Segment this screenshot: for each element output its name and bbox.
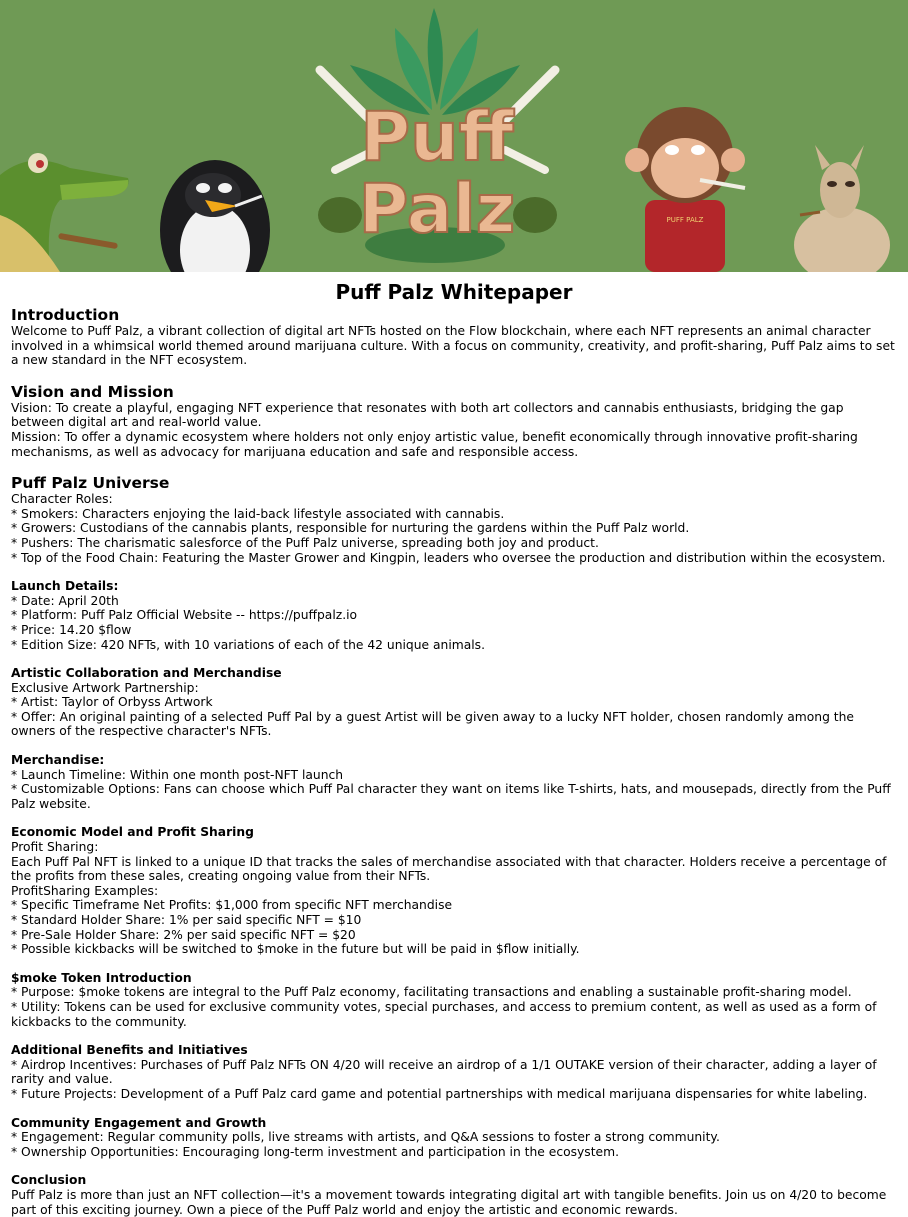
list-item: * Offer: An original painting of a selected Puff Pal by a guest Artist will be given away to a lucky NFT holder, chosen randomly among the owners of the respective character's NFTs. xyxy=(11,709,854,739)
list-item: * Growers: Custodians of the cannabis plants, responsible for nurturing the gardens within the Puff Palz world. xyxy=(11,521,690,536)
list-item: * Engagement: Regular community polls, live streams with artists, and Q&A sessions to foster a strong community. xyxy=(11,1130,720,1145)
subsection-label: Exclusive Artwork Partnership: xyxy=(11,680,199,695)
subsection-heading: Conclusion xyxy=(11,1173,87,1188)
banner-illustration xyxy=(0,0,908,272)
header-banner xyxy=(0,0,908,272)
mission-text: Mission: To offer a dynamic ecosystem where holders not only enjoy artistic value, benefit economically through innovative profit-sharing mechanisms, as well as advocacy for marijuana education and safe and responsible access. xyxy=(11,429,858,459)
section-introduction xyxy=(11,307,897,368)
list-item: * Top of the Food Chain: Featuring the Master Grower and Kingpin, leaders who oversee the production and distribution within the ecosystem. xyxy=(11,550,886,565)
section-heading: Introduction xyxy=(11,306,120,324)
list-item: * Possible kickbacks will be switched to $moke in the future but will be paid in $flow initially. xyxy=(11,942,580,957)
section-benefits xyxy=(11,1043,897,1101)
subsection-heading: Economic Model and Profit Sharing xyxy=(11,825,254,840)
roles-label: Character Roles: xyxy=(11,492,113,507)
list-item: * Platform: Puff Palz Official Website -- https://puffpalz.io xyxy=(11,608,358,623)
list-item: * Utility: Tokens can be used for exclusive community votes, special purchases, and access to premium content, as well as used as a form of kickbacks to the community. xyxy=(11,999,877,1029)
whitepaper-document xyxy=(0,272,908,1217)
subsection-heading: Launch Details: xyxy=(11,579,119,594)
section-universe xyxy=(11,475,897,565)
list-item: * Smokers: Characters enjoying the laid-back lifestyle associated with cannabis. xyxy=(11,506,505,521)
page-title: Puff Palz Whitepaper xyxy=(335,280,573,304)
list-item: * Pushers: The charismatic salesforce of the Puff Palz universe, spreading both joy and product. xyxy=(11,535,599,550)
list-item: * Pre-Sale Holder Share: 2% per said specific NFT = $20 xyxy=(11,927,356,942)
list-item: * Price: 14.20 $flow xyxy=(11,622,132,637)
list-item: * Edition Size: 420 NFTs, with 10 variations of each of the 42 unique animals. xyxy=(11,637,485,652)
list-item: * Future Projects: Development of a Puff Palz card game and potential partnerships with medical marijuana dispensaries for white labeling. xyxy=(11,1086,868,1101)
subsection-heading: Community Engagement and Growth xyxy=(11,1115,267,1130)
logo-text-line2: Palz xyxy=(358,170,516,249)
section-heading: Vision and Mission xyxy=(11,382,174,401)
list-item: * Airdrop Incentives: Purchases of Puff Palz NFTs ON 4/20 will receive an airdrop of a 1/1 OUTAKE version of their character, adding a layer of rarity and value. xyxy=(11,1057,877,1087)
list-item: * Customizable Options: Fans can choose which Puff Pal character they want on items like T-shirts, hats, and mousepads, directly from the Puff Palz website. xyxy=(11,782,891,811)
section-body: Each Puff Pal NFT is linked to a unique ID that tracks the sales of merchandise associated with that character. Holders receive a percentage of the profits from these sales, creating ongoing value from their NFTs. xyxy=(11,854,887,884)
section-body: Welcome to Puff Palz, a vibrant collection of digital art NFTs hosted on the Flow blockchain, where each NFT represents an animal character involved in a whimsical world themed around marijuana culture. With a focus on community, creativity, and profit-sharing, Puff Palz aims to set a new standard in the NFT ecosystem. xyxy=(11,324,895,368)
list-item: * Date: April 20th xyxy=(11,593,119,608)
subsection-heading: Artistic Collaboration and Merchandise xyxy=(11,666,282,681)
section-vision-mission xyxy=(11,384,897,459)
section-community xyxy=(11,1116,897,1160)
vision-text: Vision: To create a playful, engaging NFT experience that resonates with both art collectors and cannabis enthusiasts, bridging the gap between digital art and real-world value. xyxy=(11,400,844,430)
section-artistic-collaboration xyxy=(11,666,897,739)
monkey-shirt-text: PUFF PALZ xyxy=(666,216,704,224)
logo-text-line1: Puff xyxy=(360,98,514,177)
list-item: * Artist: Taylor of Orbyss Artwork xyxy=(11,695,213,710)
list-item: * Standard Holder Share: 1% per said specific NFT = $10 xyxy=(11,913,362,927)
subsection-heading: Additional Benefits and Initiatives xyxy=(11,1043,248,1058)
subsection-label: Profit Sharing: xyxy=(11,840,99,855)
section-heading: Puff Palz Universe xyxy=(11,474,170,493)
list-item: * Specific Timeframe Net Profits: $1,000 from specific NFT merchandise xyxy=(11,898,453,913)
section-launch-details xyxy=(11,579,897,652)
examples-label: ProfitSharing Examples: xyxy=(11,883,159,898)
list-item: * Ownership Opportunities: Encouraging long-term investment and participation in the ecosystem. xyxy=(11,1144,619,1159)
subsection-heading: Merchandise: xyxy=(11,753,105,768)
list-item: * Purpose: $moke tokens are integral to the Puff Palz economy, facilitating transactions and enabling a sustainable profit-sharing model. xyxy=(11,985,852,1000)
section-merchandise xyxy=(11,753,897,811)
section-body: Puff Palz is more than just an NFT collection—it's a movement towards integrating digital art with tangible benefits. Join us on 4/20 to become part of this exciting journey. Own a piece of the Puff Palz world and enjoy the artistic and economic rewards. xyxy=(11,1187,887,1217)
section-economic-model xyxy=(11,825,897,956)
section-token xyxy=(11,971,897,1029)
section-conclusion xyxy=(11,1173,897,1217)
subsection-heading: $moke Token Introduction xyxy=(11,970,192,985)
list-item: * Launch Timeline: Within one month post-NFT launch xyxy=(11,767,344,782)
